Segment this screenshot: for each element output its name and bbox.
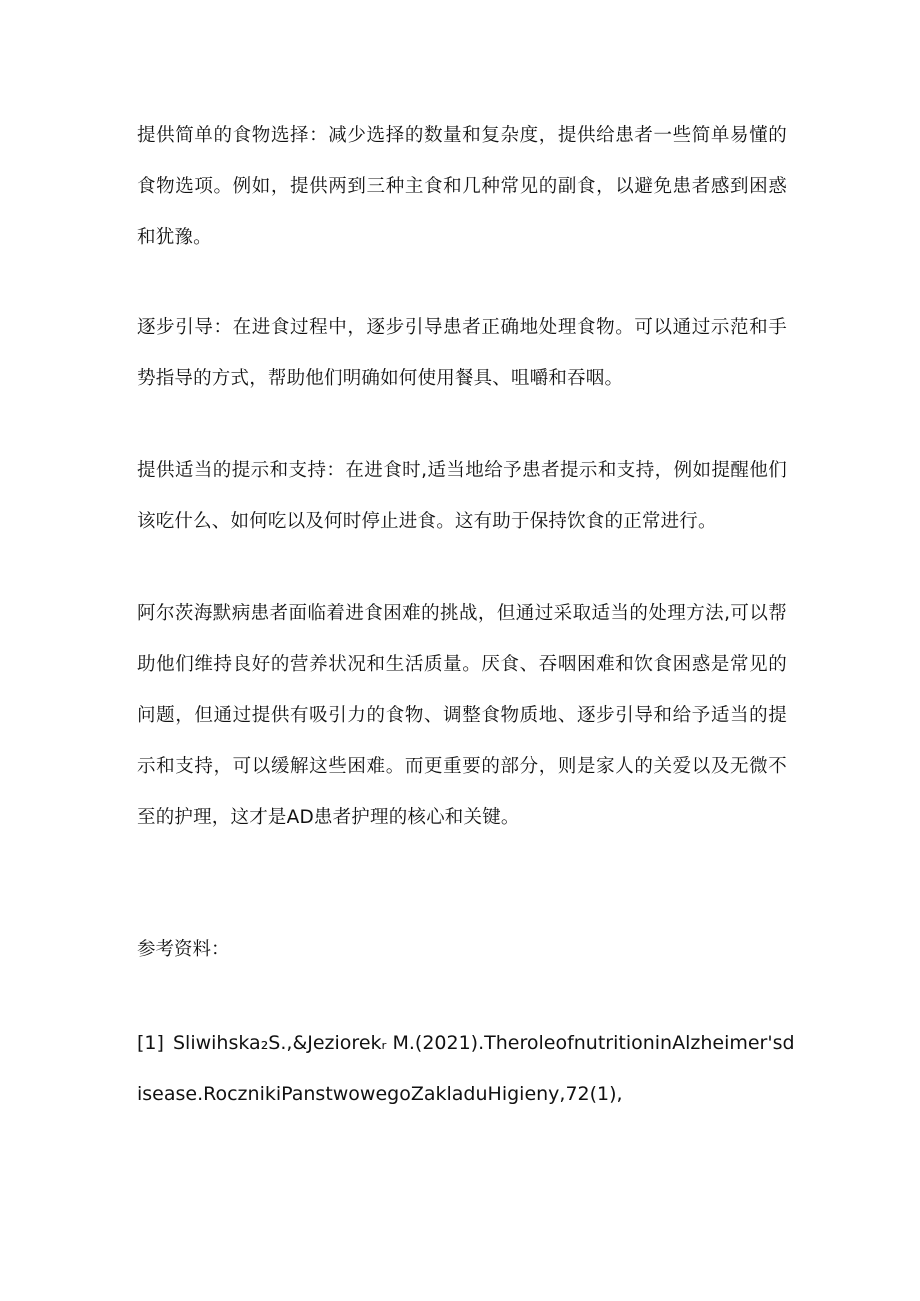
paragraph-conclusion: 阿尔茨海默病患者面临着进食困难的挑战，但通过采取适当的处理方法,可以帮助他们维持良好的营养状况和生活质量。厌食、吞咽困难和饮食困惑是常见的问题，但通过提供有吸引力的食物、调整食物质地、逐步引导和给予适当的提示和支持，可以缓解这些困难。而更重要的部分，则是家人的关爱以及无微不至的护理，这才是AD患者护理的核心和关键。 (137, 603, 787, 828)
reference-item (137, 1018, 797, 1120)
paragraph-step-by-step-guidance: 逐步引导：在进食过程中，逐步引导患者正确地处理食物。可以通过示范和手势指导的方式，帮助他们明确如何使用餐具、咀嚼和吞咽。 (137, 317, 787, 389)
paragraph-simple-food-choices: 提供简单的食物选择：减少选择的数量和复杂度，提供给患者一些简单易懂的食物选项。例如，提供两到三种主食和几种常见的副食，以避免患者感到困惑和犹豫。 (137, 125, 787, 248)
reference-number: [1] (137, 1032, 164, 1054)
reference-text: Sliwihska₂S.,&Jeziorekᵣ M.(2021).TheroleofnutritioninAlzheimer'sdisease.RocznikiPanstwowegoZakladuHigieny,72(1), (137, 1032, 795, 1105)
references-heading: 参考资料： (137, 939, 230, 960)
paragraph-prompts-and-support: 提供适当的提示和支持：在进食时,适当地给予患者提示和支持，例如提醒他们该吃什么、如何吃以及何时停止进食。这有助于保持饮食的正常进行。 (137, 460, 787, 532)
